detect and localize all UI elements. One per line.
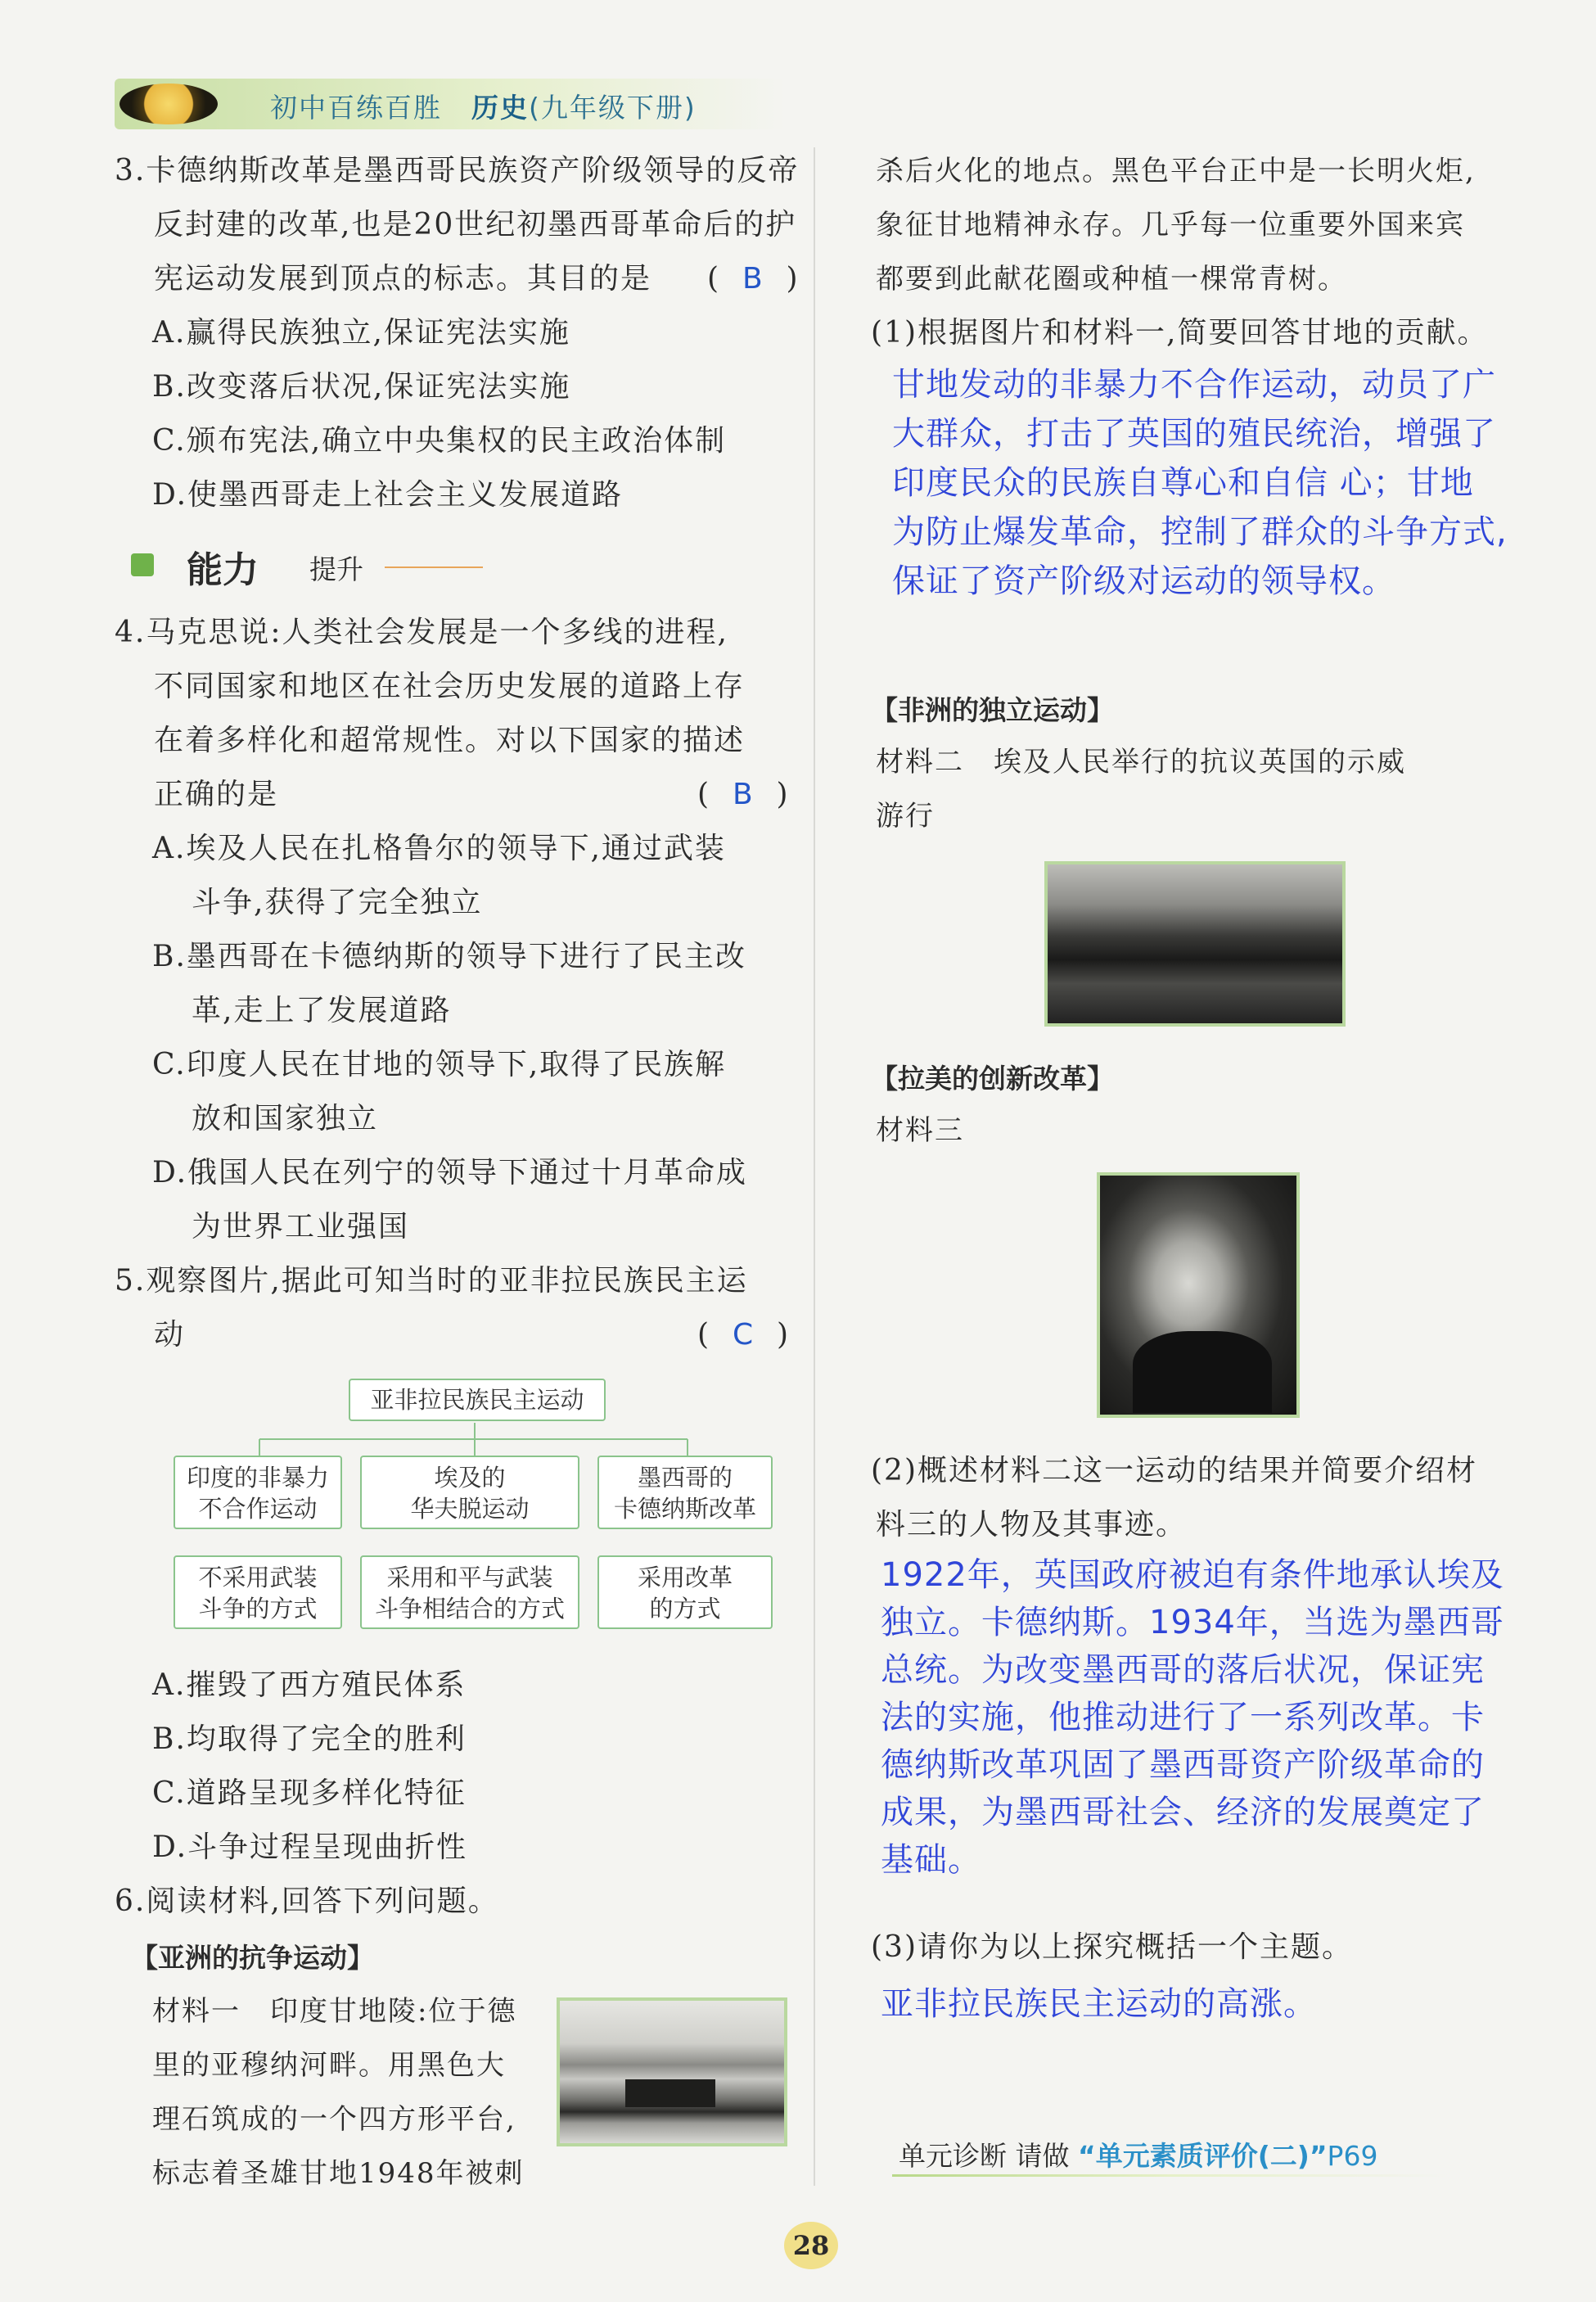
m1-line: 标志着圣雄甘地1948年被刺	[152, 2157, 525, 2190]
diagram-box-line: 不采用武装	[198, 1564, 318, 1591]
section-arrow-icon	[385, 566, 483, 568]
diagram-box-line: 印度的非暴力	[186, 1464, 329, 1492]
diagram-box-line: 采用和平与武装	[386, 1564, 553, 1591]
q4-option: 放和国家独立	[192, 1102, 379, 1135]
p2-answer-line: 总统。为改变墨西哥的落后状况，保证宪	[881, 1651, 1485, 1689]
diagram-box	[360, 1456, 579, 1529]
q3-line: 反封建的改革,也是20世纪初墨西哥革命后的护	[154, 208, 797, 241]
paren-open: (	[707, 262, 721, 296]
p2-question-line: 料三的人物及其事迹。	[876, 1508, 1188, 1541]
q4-option: A.埃及人民在扎格鲁尔的领导下,通过武装	[152, 832, 726, 865]
q4-option: D.俄国人民在列宁的领导下通过十月革命成	[152, 1156, 748, 1189]
p1-answer-line: 印度民众的民族自尊心和自信 心；甘地	[892, 464, 1474, 502]
q4-option: 斗争,获得了完全独立	[192, 886, 483, 919]
q4-answer: B	[732, 778, 755, 811]
q5-answer-bracket	[697, 1308, 790, 1362]
m1-line: 材料一 印度甘地陵:位于德	[152, 1995, 517, 2028]
m1-cont-line: 象征甘地精神永存。几乎每一位重要外国来宾	[876, 209, 1465, 241]
p1-answer-line: 为防止爆发革命，控制了群众的斗争方式,	[892, 513, 1508, 551]
m1-line: 里的亚穆纳河畔。用黑色大	[152, 2049, 506, 2082]
footer-highlight: “单元素质评价(二)”	[1078, 2140, 1328, 2172]
q3-option: B.改变落后状况,保证宪法实施	[152, 370, 571, 404]
q4-answer-bracket	[697, 768, 790, 822]
q3-option: A.赢得民族独立,保证宪法实施	[152, 316, 570, 350]
p2-question-line: (2)概述材料二这一运动的结果并简要介绍材	[871, 1454, 1477, 1487]
q4-option: 革,走上了发展道路	[192, 994, 452, 1027]
subject-name: 历史	[471, 92, 529, 124]
q4-line: 不同国家和地区在社会历史发展的道路上存	[154, 670, 746, 703]
p2-answer-line: 法的实施，他推动进行了一系列改革。卡	[881, 1699, 1485, 1736]
m1-cont-line: 杀后火化的地点。黑色平台正中是一长明火炬,	[876, 155, 1476, 187]
diagram-box-line: 的方式	[649, 1595, 721, 1623]
publisher-logo	[119, 84, 218, 124]
diagram-box-line: 华夫脱运动	[410, 1495, 530, 1523]
q3-line: 宪运动发展到顶点的标志。其目的是	[154, 262, 652, 296]
p3-question: (3)请你为以上探究概括一个主题。	[871, 1930, 1353, 1964]
series-name: 初中百练百胜	[270, 92, 442, 124]
q4-option: C.印度人民在甘地的领导下,取得了民族解	[152, 1048, 727, 1081]
section-asia: 【亚洲的抗争运动】	[131, 1942, 374, 1974]
p1-answer-line: 甘地发动的非暴力不合作运动，动员了广	[892, 366, 1496, 404]
q5-option: B.均取得了完全的胜利	[152, 1722, 467, 1756]
q6-intro: 6.阅读材料,回答下列问题。	[115, 1884, 499, 1918]
p2-answer-line: 1922年，英国政府被迫有条件地承认埃及	[881, 1556, 1504, 1594]
column-divider	[814, 147, 815, 2186]
paren-close: )	[786, 262, 800, 296]
q4-option: B.墨西哥在卡德纳斯的领导下进行了民主改	[152, 940, 746, 973]
q5-line: 动	[154, 1318, 186, 1352]
q4-line: 在着多样化和超常规性。对以下国家的描述	[154, 724, 746, 757]
p1-answer-line: 大群众，打击了英国的殖民统治，增强了	[892, 415, 1496, 453]
diagram-box-line: 采用改革	[637, 1564, 733, 1591]
portrait-suit	[1133, 1331, 1272, 1413]
q4-line: 4.马克思说:人类社会发展是一个多线的进程,	[115, 616, 728, 649]
q5-answer: C	[732, 1318, 755, 1352]
paren-close: )	[776, 1318, 791, 1352]
section-latin-america: 【拉美的创新改革】	[871, 1063, 1114, 1095]
q4-option: 为世界工业强国	[192, 1210, 410, 1244]
section-subtitle: 提升	[309, 553, 363, 585]
page-header	[115, 79, 802, 129]
diagram-box-line: 卡德纳斯改革	[613, 1495, 756, 1523]
m2-line: 材料二 埃及人民举行的抗议英国的示威	[876, 746, 1406, 779]
p2-answer-line: 基础。	[881, 1841, 981, 1879]
diagram-box-line: 墨西哥的	[637, 1464, 733, 1492]
diagram-box-line: 斗争的方式	[198, 1595, 318, 1623]
p2-answer-line: 独立。卡德纳斯。1934年，当选为墨西哥	[881, 1604, 1504, 1641]
diagram-box	[174, 1456, 342, 1529]
q4-line: 正确的是	[154, 778, 279, 811]
volume-name: (九年级下册)	[529, 92, 697, 124]
q3-option: C.颁布宪法,确立中央集权的民主政治体制	[152, 424, 727, 458]
m3-label: 材料三	[876, 1114, 964, 1147]
header-title	[270, 87, 697, 125]
m2-line: 游行	[876, 800, 935, 833]
section-square-icon	[131, 553, 154, 576]
diagram-box-line: 埃及的	[434, 1464, 506, 1492]
section-heading-ability	[131, 537, 442, 594]
q3-answer: B	[742, 262, 764, 296]
q3-option: D.使墨西哥走上社会主义发展道路	[152, 478, 624, 512]
p3-answer: 亚非拉民族民主运动的高涨。	[881, 1985, 1317, 2023]
q5-line: 5.观察图片,据此可知当时的亚非拉民族民主运	[115, 1264, 748, 1298]
m1-line: 理石筑成的一个四方形平台,	[152, 2103, 516, 2136]
q5-option: D.斗争过程呈现曲折性	[152, 1830, 468, 1864]
diagram-box-line: 不合作运动	[198, 1495, 318, 1523]
gandhi-memorial-photo	[557, 1997, 787, 2146]
diagram-top-label: 亚非拉民族民主运动	[370, 1386, 584, 1414]
section-africa: 【非洲的独立运动】	[871, 694, 1114, 726]
q3-line: 3.卡德纳斯改革是墨西哥民族资产阶级领导的反帝	[115, 154, 800, 187]
q5-option: C.道路呈现多样化特征	[152, 1776, 467, 1810]
p2-answer-line: 德纳斯改革巩固了墨西哥资产阶级革命的	[881, 1746, 1485, 1784]
m1-cont-line: 都要到此献花圈或种植一棵常青树。	[876, 263, 1347, 296]
footer-note	[899, 2135, 1377, 2173]
p2-answer-line: 成果，为墨西哥社会、经济的发展奠定了	[881, 1794, 1485, 1831]
footer-page-ref: P69	[1327, 2140, 1378, 2172]
q3-answer-bracket	[707, 252, 800, 306]
paren-open: (	[697, 778, 711, 811]
p1-question: (1)根据图片和材料一,简要回答甘地的贡献。	[871, 316, 1489, 350]
cardenas-portrait-photo	[1097, 1172, 1300, 1418]
paren-close: )	[776, 778, 790, 811]
p1-answer-line: 保证了资产阶级对运动的领导权。	[892, 562, 1395, 600]
q5-option: A.摧毁了西方殖民体系	[152, 1668, 467, 1702]
diagram-box	[597, 1555, 773, 1629]
diagram-top-box	[349, 1379, 606, 1421]
diagram-box-line: 斗争相结合的方式	[374, 1595, 565, 1623]
diagram-box	[597, 1456, 773, 1529]
paren-open: (	[697, 1318, 711, 1352]
diagram-box	[174, 1555, 342, 1629]
footer-prefix: 单元诊断 请做	[899, 2140, 1070, 2172]
egypt-protest-photo	[1044, 861, 1346, 1027]
diagram-box	[360, 1555, 579, 1629]
memorial-platform	[625, 2079, 715, 2107]
section-title: 能力	[187, 549, 259, 591]
page-number: 28	[784, 2222, 838, 2269]
footer-underline	[892, 2174, 1449, 2177]
